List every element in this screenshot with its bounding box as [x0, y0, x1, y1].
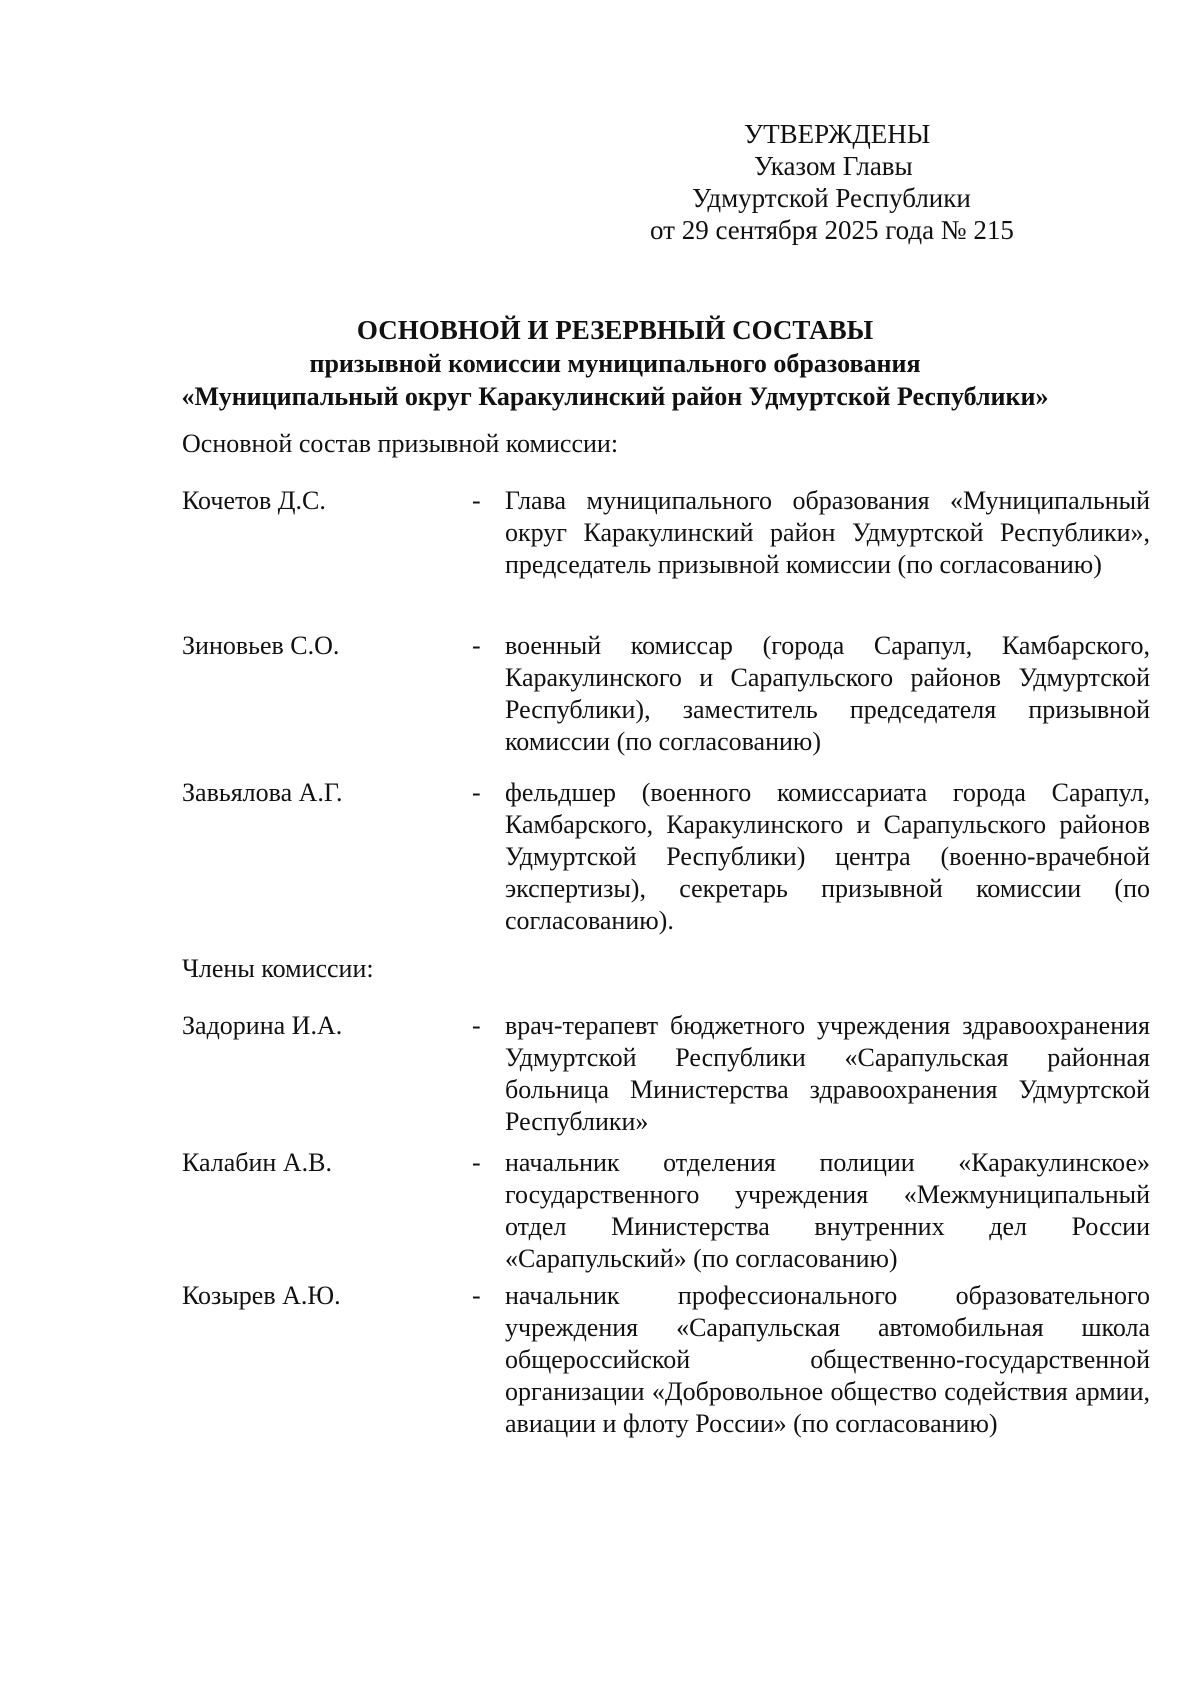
approval-line-date: от 29 сентября 2025 года № 215: [650, 215, 1014, 245]
member-name: Завьялова А.Г.: [182, 778, 343, 807]
title-subtitle-1: призывной комиссии муниципального образования: [309, 349, 921, 378]
member-dash: -: [472, 486, 481, 515]
member-name: Кочетов Д.С.: [182, 486, 326, 515]
member-name: Задорина И.А.: [182, 1011, 343, 1040]
member-dash: -: [472, 778, 481, 807]
member-dash: -: [472, 1281, 481, 1310]
member-role: начальник профессионального образовательного учреждения «Сарапульская автомобильная школа общероссийской общественно-государственной организации «Добровольное общество содействия армии, авиации и флоту России» (по согласованию): [505, 1281, 1150, 1438]
member-name: Зиновьев С.О.: [182, 631, 340, 660]
title-main: ОСНОВНОЙ И РЕЗЕРВНЫЙ СОСТАВЫ: [356, 315, 874, 345]
member-role: врач-терапевт бюджетного учреждения здравоохранения Удмуртской Республики «Сарапульская районная больница Министерства здравоохранения Удмуртской Республики»: [505, 1011, 1150, 1136]
main-composition-heading: Основной состав призывной комиссии:: [182, 429, 619, 458]
member-dash: -: [472, 631, 481, 660]
approval-line-decree: Указом Главы: [754, 151, 913, 181]
commission-members-heading: Члены комиссии:: [182, 954, 374, 983]
member-name: Козырев А.Ю.: [182, 1281, 341, 1310]
member-role: фельдшер (военного комиссариата города Сарапул, Камбарского, Каракулинского и Сарапульского районов Удмуртской Республики) центра (военно-врачебной экспертизы), секретарь призывной комиссии (по согласованию).: [505, 778, 1150, 935]
member-dash: -: [472, 1011, 481, 1040]
member-role: начальник отделения полиции «Каракулинское» государственного учреждения «Межмуниципальный отдел Министерства внутренних дел России «Сарапульский» (по согласованию): [505, 1148, 1150, 1273]
title-subtitle-2: «Муниципальный округ Каракулинский район Удмуртской Республики»: [181, 382, 1049, 411]
approval-stamp: [650, 118, 1090, 246]
member-name: Калабин А.В.: [182, 1148, 332, 1177]
approval-line-republic: Удмуртской Республики: [692, 183, 971, 213]
approval-line-approved: УТВЕРЖДЕНЫ: [744, 119, 931, 149]
member-dash: -: [472, 1148, 481, 1177]
document-title: [150, 313, 1080, 413]
member-role: военный комиссар (города Сарапул, Камбарского, Каракулинского и Сарапульского районов Удмуртской Республики), заместитель председателя призывной комиссии (по согласованию): [505, 631, 1150, 756]
member-role: Глава муниципального образования «Муниципальный округ Каракулинский район Удмуртской Республики», председатель призывной комиссии (по согласованию): [505, 486, 1150, 579]
